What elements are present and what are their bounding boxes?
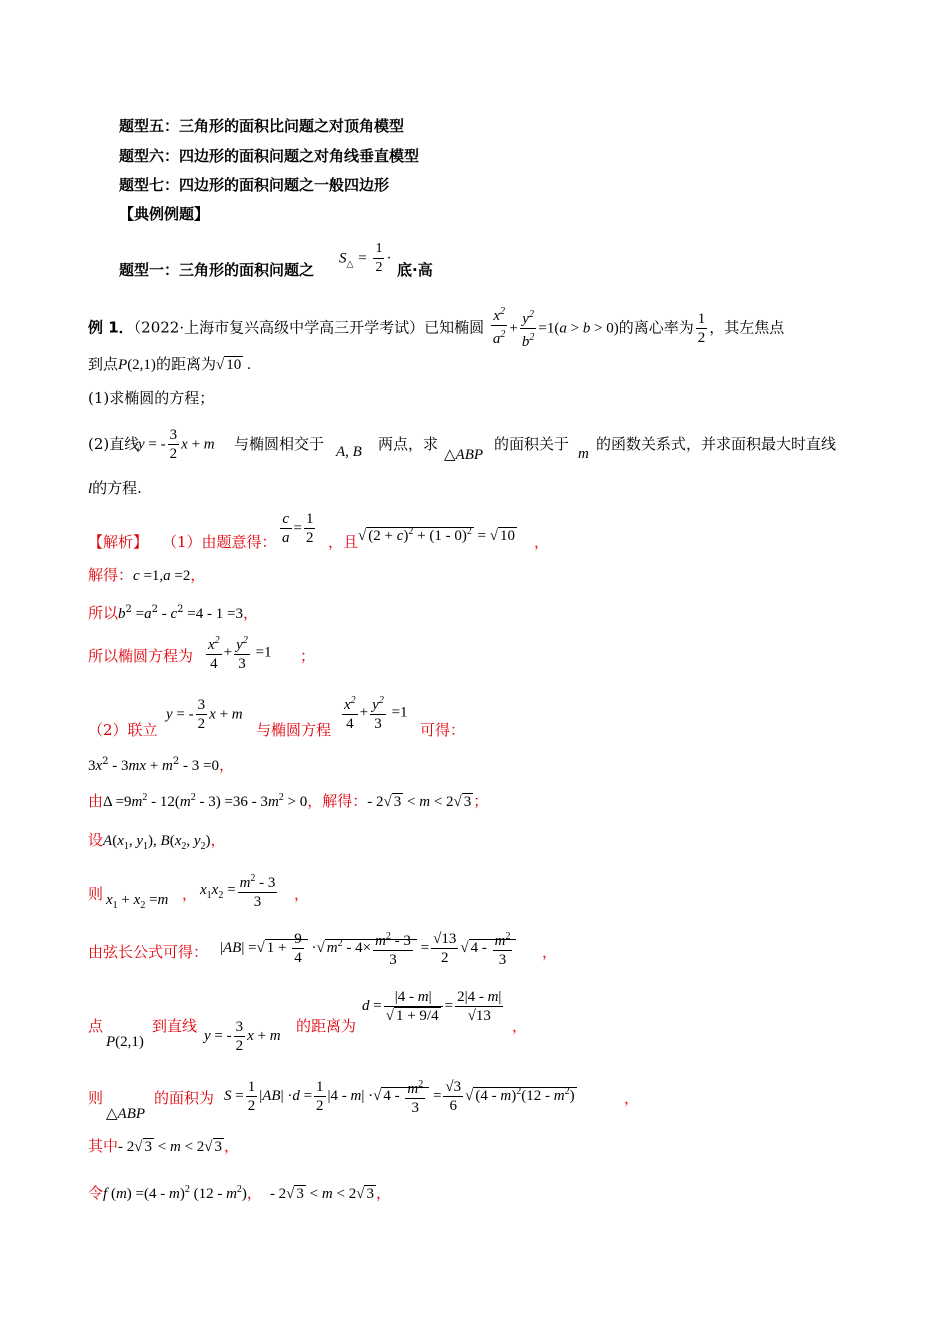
solution-function: 令f (m) =(4 - m)$^2$ $(12 - m^2)$， - 2√ 3 < m < 2√ 3 ， [88,1184,391,1202]
solution-chord: 由弦长公式可得： |AB| =√ 1 + $\frac{9}{4}$ ·√ $m^2 - 4\times$ $\frac{m^2 - 3}{3}$ = $\frac{√13}{2}$ √ 4 - $\frac{m^2}{3}$ ， [88,928,878,976]
solution-area: 则 △ABP 的面积为 S = $\frac{1}{2}$ |AB| ·d = $\frac{1}{2}$ |4 - m| ·√ 4 - $\frac{m^2}{3}$ = $\frac{√3}{6}$ √ $(4 - m)^2(12 - m^2)$ ， [88,1076,878,1126]
solution-b: 所以$b^2 =a^2 - c^2 =4 - 1 =3$， [88,604,258,622]
solution-distance: 点 P(2,1) 到直线 y = - $\frac{3}{2}$ x + m 的距离为 d = $\frac{|4 - m|}{√ 1 + 9/4}$ = $\frac{2|4 - m|}{√13}$ ， [88,989,528,1054]
examples-title: 【典例例题】 [119,205,210,223]
heading-type6: 题型六：四边形的面积问题之对角线垂直模型 [119,147,420,165]
solution-quadratic: $3x^2 - 3mx + m^2 - 3 =0$， [88,756,234,774]
question-2: (2)直线 y = - $\frac{3}{2}$ x + m 与椭圆相交于 A, B 两点，求 △ABP 的面积关于 m 的函数关系式，并求面积最大时直线 [88,427,837,463]
area-formula: $S_\triangle$ = $\frac{1}{2}$ · [339,241,392,275]
heading-type5: 题型五：三角形的面积比问题之对顶角模型 [119,117,405,135]
solution-step1: 【解析】 （1）由题意得： $\frac{c}{a}$ = $\frac{1}{2}$ ，且 √ $(2 + c)^2 + (1 - 0)^2$ = √ 10 ， [88,511,550,551]
solution-step2: （2）联立 y = - $\frac{3}{2}$ x + m 与椭圆方程 $\frac{x^2}{4}$ + $\frac{y^2}{3}$ =1 可得： [88,692,878,742]
solution-range: 其中- 2√ 3 < m < 2√ 3 ， [88,1137,240,1155]
example-1-line2: 到点P(2,1)的距离为√ 10 . [88,355,251,373]
example-1-statement: 例 1．（2022·上海市复兴高级中学高三开学考试）已知椭圆 $\frac{x^2}{a^2}$ + $\frac{y^2}{b^2}$ =1(a > b > 0)的离心率为 $\frac{1}{2}$ ，其左焦点 [88,296,878,338]
solution-solve: 解得：c =1,a =2， [88,566,206,584]
question-1: (1)求椭圆的方程； [88,389,215,407]
solution-discriminant: 由$\Delta =9m^2 - 12(m^2 - 3) =36 - 3m^2 > 0$，解得：- 2√ 3 < m < 2√ 3 ； [88,792,489,810]
question-2-end: l的方程. [88,479,142,497]
solution-points: 设$A(x_1$, $y_1$), $B(x_2$, $y_2$)， [88,831,226,852]
heading-type7: 题型七：四边形的面积问题之一般四边形 [119,176,390,194]
